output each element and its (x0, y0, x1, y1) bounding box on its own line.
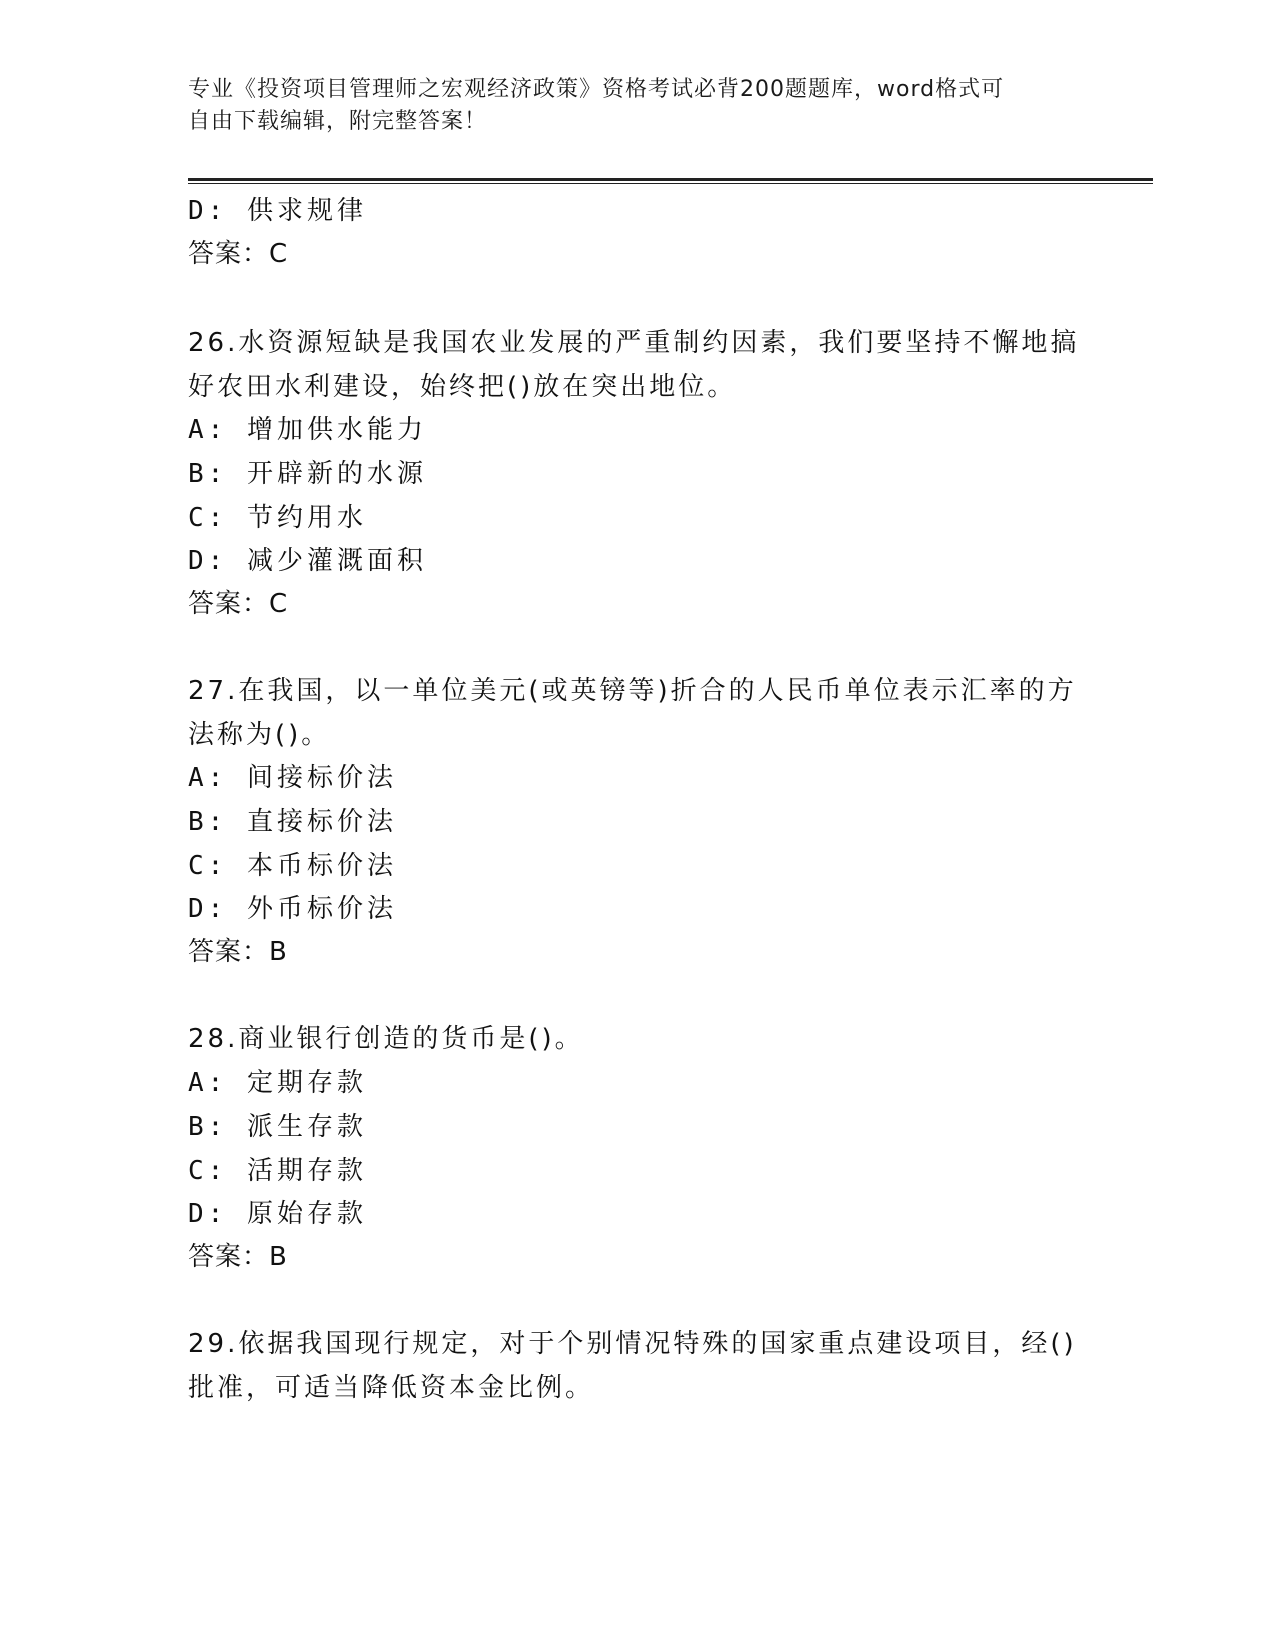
prev-answer: 答案：C (188, 239, 289, 269)
q26-option-b: B: 开辟新的水源 (188, 459, 427, 489)
header-divider-thin (188, 183, 1153, 184)
q27-answer: 答案：B (188, 937, 288, 967)
q28-text-line-1: 28.商业银行创造的货币是()。 (188, 1024, 584, 1054)
q28-option-a: A: 定期存款 (188, 1068, 367, 1098)
q27-option-c: C: 本币标价法 (188, 851, 397, 881)
q29-text-line-1: 29.依据我国现行规定，对于个别情况特殊的国家重点建设项目，经() (188, 1329, 1077, 1359)
q29-text-line-2: 批准，可适当降低资本金比例。 (188, 1373, 595, 1403)
q27-option-b: B: 直接标价法 (188, 807, 397, 837)
q26-text-line-1: 26.水资源短缺是我国农业发展的严重制约因素，我们要坚持不懈地搞 (188, 328, 1080, 358)
q27-option-d: D: 外币标价法 (188, 894, 397, 924)
header-line-2: 自由下载编辑，附完整答案！ (188, 109, 488, 134)
header-line-1: 专业《投资项目管理师之宏观经济政策》资格考试必背200题题库，word格式可 (188, 77, 1005, 102)
header-divider-thick (188, 178, 1153, 181)
q27-text-line-2: 法称为()。 (188, 720, 331, 750)
document-header (188, 74, 1068, 138)
q28-option-d: D: 原始存款 (188, 1199, 367, 1229)
prev-option-d: D: 供求规律 (188, 196, 367, 226)
q28-option-b: B: 派生存款 (188, 1112, 367, 1142)
q26-option-d: D: 减少灌溉面积 (188, 546, 427, 576)
q27-option-a: A: 间接标价法 (188, 763, 397, 793)
q26-option-c: C: 节约用水 (188, 503, 367, 533)
q26-text-line-2: 好农田水利建设，始终把()放在突出地位。 (188, 372, 737, 402)
q26-option-a: A: 增加供水能力 (188, 415, 427, 445)
q28-option-c: C: 活期存款 (188, 1156, 367, 1186)
q26-answer: 答案：C (188, 589, 289, 619)
q28-answer: 答案：B (188, 1242, 288, 1272)
q27-text-line-1: 27.在我国，以一单位美元(或英镑等)折合的人民币单位表示汇率的方 (188, 676, 1077, 706)
